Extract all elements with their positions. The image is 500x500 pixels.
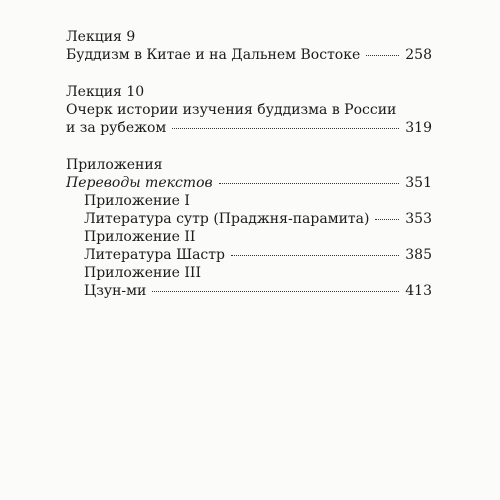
dot-leader <box>152 291 399 292</box>
lecture-10-title-line-1: Очерк истории изучения буддизма в России <box>66 102 397 118</box>
lecture-10-label: Лекция 10 <box>66 84 145 100</box>
appendix-title: Приложение III <box>84 265 201 281</box>
toc-line[interactable] <box>66 119 432 137</box>
toc-line[interactable] <box>66 246 432 264</box>
toc-line <box>66 101 432 119</box>
toc-entry-lecture-10 <box>66 83 432 137</box>
lecture-label <box>66 83 432 101</box>
lecture-9-label: Лекция 9 <box>66 29 136 45</box>
appendix-title: Приложение I <box>84 193 190 209</box>
toc-line[interactable] <box>66 46 432 64</box>
dot-leader <box>366 55 399 56</box>
dot-leader <box>172 128 399 129</box>
table-of-contents <box>66 28 432 319</box>
appendix-title: Литература Шастр <box>84 247 225 263</box>
appendices-label: Приложения <box>66 157 163 173</box>
toc-entry-lecture-9 <box>66 28 432 64</box>
translations-title: Переводы текстов <box>66 175 213 191</box>
appendix-2-heading <box>66 228 432 246</box>
toc-line[interactable] <box>66 174 432 192</box>
dot-leader <box>219 183 400 184</box>
toc-line[interactable] <box>66 210 432 228</box>
toc-entry-appendices <box>66 156 432 300</box>
appendices-label-line <box>66 156 432 174</box>
page-number: 353 <box>405 211 432 227</box>
appendix-title: Приложение II <box>84 229 196 245</box>
appendix-title: Литература сутр (Праджня-парамита) <box>84 211 370 227</box>
page-number: 413 <box>405 283 432 299</box>
lecture-label <box>66 28 432 46</box>
dot-leader <box>375 219 399 220</box>
lecture-10-title-line-2: и за рубежом <box>66 120 167 136</box>
lecture-9-title: Буддизм в Китае и на Дальнем Востоке <box>66 47 361 63</box>
page-number: 319 <box>405 120 432 136</box>
page-number: 258 <box>405 47 432 63</box>
appendix-title: Цзун-ми <box>84 283 147 299</box>
appendix-1-heading <box>66 192 432 210</box>
dot-leader <box>231 255 399 256</box>
appendix-3-heading <box>66 264 432 282</box>
page-number: 351 <box>405 175 432 191</box>
page-number: 385 <box>405 247 432 263</box>
toc-line[interactable] <box>66 282 432 300</box>
